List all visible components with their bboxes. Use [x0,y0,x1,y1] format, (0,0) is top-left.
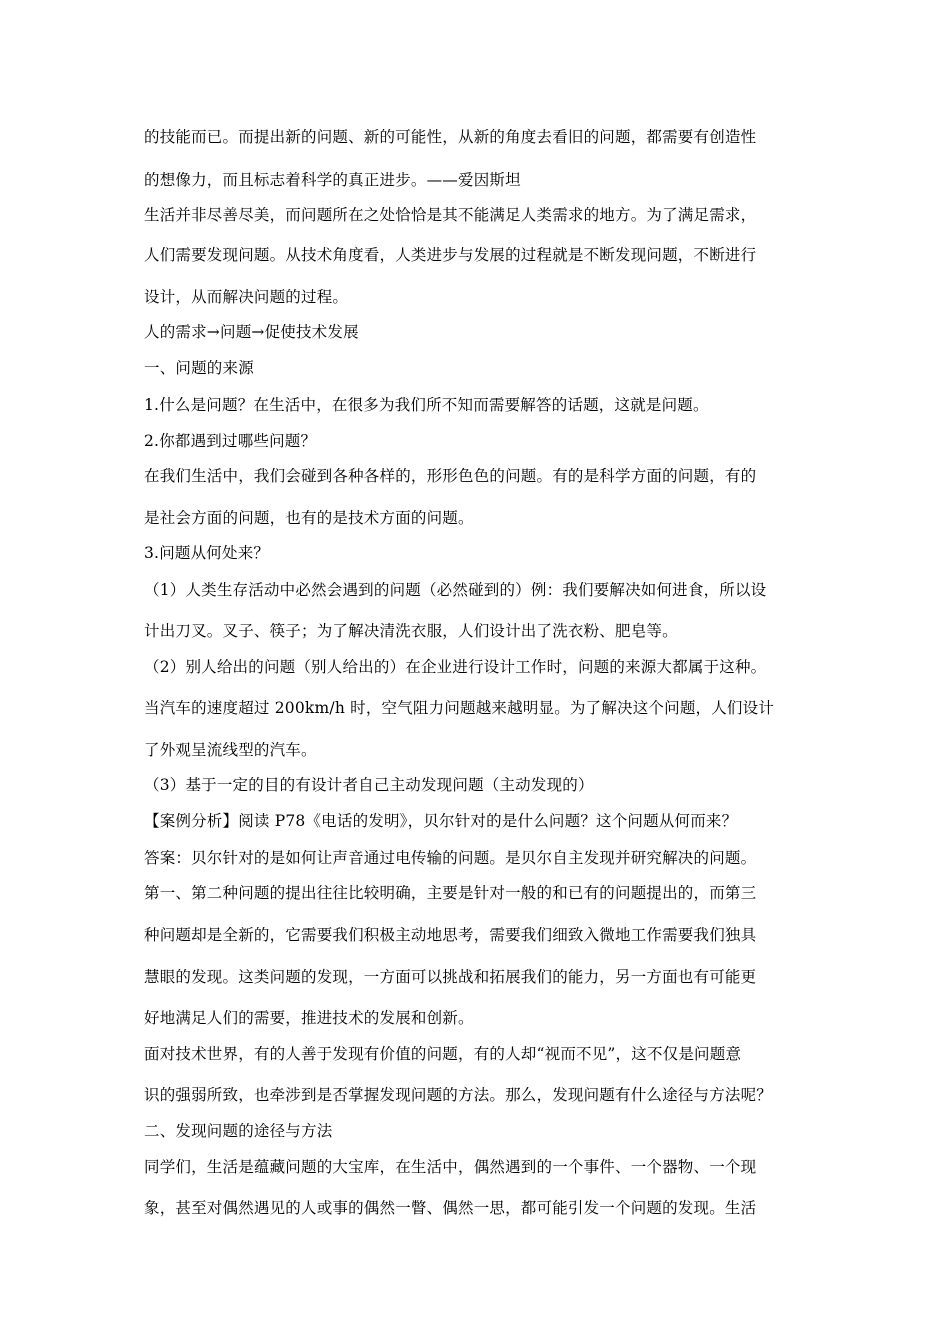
text-line: 生活并非尽善尽美，而问题所在之处恰恰是其不能满足人类需求的地方。为了满足需求， [144,206,757,224]
text-line: 识的强弱所致，也牵涉到是否掌握发现问题的方法。那么，发现问题有什么途径与方法呢？ [144,1086,773,1104]
text-line: 同学们，生活是蕴藏问题的大宝库，在生活中，偶然遇到的一个事件、一个器物、一个现 [144,1158,757,1176]
text-line: 【案例分析】阅读 P78《电话的发明》，贝尔针对的是什么问题？这个问题从何而来？ [144,812,738,830]
text-line: 面对技术世界，有的人善于发现有价值的问题，有的人却“视而不见”，这不仅是问题意 [144,1045,742,1063]
text-line: 答案：贝尔针对的是如何让声音通过电传输的问题。是贝尔自主发现并研究解决的问题。 [144,849,757,867]
text-line: （1）人类生存活动中必然会遇到的问题（必然碰到的）例：我们要解决如何进食，所以设 [144,581,767,599]
text-line: 的技能而已。而提出新的问题、新的可能性，从新的角度去看旧的问题，都需要有创造性 [144,128,757,146]
text-line: （2）别人给出的问题（别人给出的）在企业进行设计工作时，问题的来源大都属于这种。 [144,658,767,676]
text-line: 是社会方面的问题，也有的是技术方面的问题。 [144,509,474,527]
text-line: （3）基于一定的目的有设计者自己主动发现问题（主动发现的） [144,776,594,794]
text-line: 设计，从而解决问题的过程。 [144,288,349,306]
text-line: 慧眼的发现。这类问题的发现，一方面可以挑战和拓展我们的能力，另一方面也有可能更 [144,968,757,986]
text-line: 人的需求→问题→促使技术发展 [144,323,359,341]
section-heading: 二、发现问题的途径与方法 [144,1122,333,1140]
text-line: 2.你都遇到过哪些问题？ [144,432,317,450]
text-line: 好地满足人们的需要，推进技术的发展和创新。 [144,1009,474,1027]
text-line: 象，甚至对偶然遇见的人或事的偶然一瞥、偶然一思，都可能引发一个问题的发现。生活 [144,1199,757,1217]
section-heading: 一、问题的来源 [144,359,254,377]
text-line: 3.问题从何处来？ [144,544,270,562]
text-line: 在我们生活中，我们会碰到各种各样的，形形色色的问题。有的是科学方面的问题，有的 [144,467,757,485]
text-line: 当汽车的速度超过 200km/h 时，空气阻力问题越来越明显。为了解决这个问题，人们设计 [144,699,775,717]
text-line: 了外观呈流线型的汽车。 [144,741,317,759]
text-line: 种问题却是全新的，它需要我们积极主动地思考，需要我们细致入微地工作需要我们独具 [144,926,757,944]
text-line: 计出刀叉。叉子、筷子；为了解决清洗衣服，人们设计出了洗衣粉、肥皂等。 [144,622,678,640]
text-line: 人们需要发现问题。从技术角度看，人类进步与发展的过程就是不断发现问题，不断进行 [144,246,757,264]
text-line: 第一、第二种问题的提出往往比较明确，主要是针对一般的和已有的问题提出的，而第三 [144,884,757,902]
text-line: 1.什么是问题？在生活中，在很多为我们所不知而需要解答的话题，这就是问题。 [144,396,709,414]
text-line: 的想像力，而且标志着科学的真正进步。——爱因斯坦 [144,171,521,189]
